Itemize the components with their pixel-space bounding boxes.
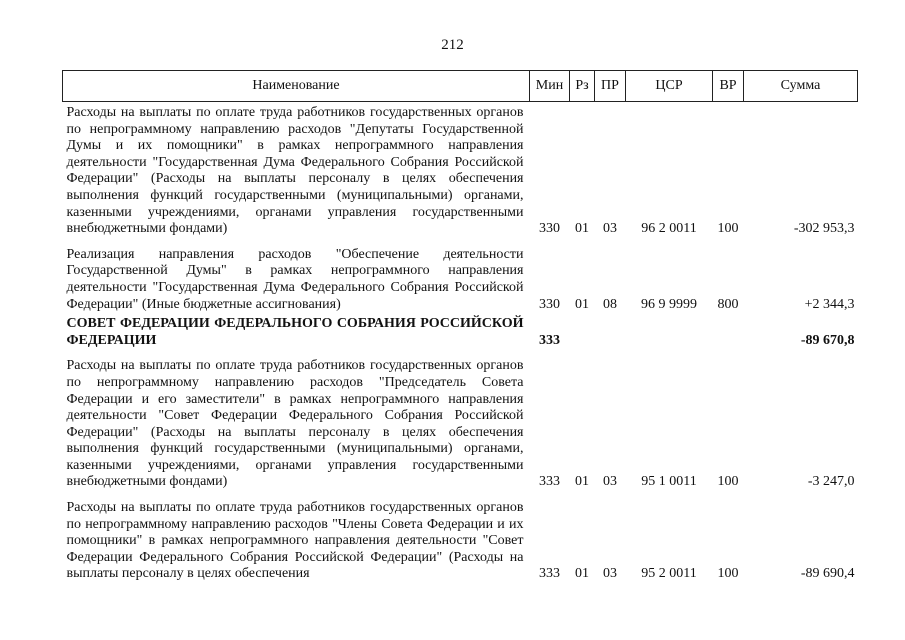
row-sum: -302 953,3 — [793, 221, 855, 237]
table-header-row — [63, 71, 858, 102]
row-pr: 03 — [603, 221, 617, 237]
row-sum: -3 247,0 — [807, 474, 855, 490]
row-rz: 01 — [575, 474, 589, 490]
row-csr — [626, 316, 713, 352]
row-vr: 800 — [717, 296, 739, 312]
row-min: 333 — [539, 332, 560, 348]
table-row — [63, 494, 858, 586]
row-vr — [713, 316, 744, 352]
row-rz — [570, 316, 595, 352]
section-title: СОВЕТ ФЕДЕРАЦИИ ФЕДЕРАЛЬНОГО СОБРАНИЯ РОССИЙСКОЙ ФЕДЕРАЦИИ — [66, 316, 524, 348]
row-min: 330 — [539, 296, 560, 312]
row-name: Расходы на выплаты по оплате труда работников государственных органов по непрограммному направлению расходов "Председатель Совета Федерации и его заместители" в рамках непрограммного направления деятельности "Совет Федерации Федерального Собрания Российской Федерации" (Расходы на выплаты персоналу в целях обеспечения выполнения функций государственными (муниципальными) органами, казенными учреждениями, органами управления государственными внебюджетными фондами) — [66, 358, 524, 490]
table-row-section — [63, 316, 858, 352]
row-vr: 100 — [717, 221, 739, 237]
row-pr: 03 — [603, 474, 617, 490]
row-min: 330 — [539, 221, 560, 237]
row-name: Расходы на выплаты по оплате труда работников государственных органов по непрограммному направлению расходов "Депутаты Государственной Думы и их помощники" в рамках непрограммного направления деятельности "Государственная Дума Федерального Собрания Российской Федерации" (Расходы на выплаты персоналу в целях обеспечения выполнения функций государственными (муниципальными) органами, казенными учреждениями, органами управления государственными внебюджетными фондами) — [66, 105, 524, 237]
row-csr: 95 2 0011 — [641, 566, 697, 582]
page-number: 212 — [441, 37, 464, 53]
budget-table — [62, 70, 858, 586]
header-name: Наименование — [63, 71, 530, 102]
header-csr: ЦСР — [626, 71, 713, 102]
table-row — [63, 241, 858, 316]
row-pr — [595, 316, 626, 352]
row-sum: -89 690,4 — [800, 566, 855, 582]
row-rz: 01 — [575, 566, 589, 582]
row-csr: 96 2 0011 — [641, 221, 697, 237]
header-min: Мин — [530, 71, 570, 102]
row-min: 333 — [539, 474, 560, 490]
row-pr: 08 — [603, 296, 617, 312]
header-sum: Сумма — [744, 71, 858, 102]
header-vr: ВР — [713, 71, 744, 102]
table-row — [63, 352, 858, 494]
row-sum: +2 344,3 — [804, 296, 855, 312]
row-vr: 100 — [717, 566, 739, 582]
row-min: 333 — [539, 566, 560, 582]
row-rz: 01 — [575, 221, 589, 237]
row-name: Расходы на выплаты по оплате труда работников государственных органов по непрограммному направлению расходов "Члены Совета Федерации и их помощники" в рамках непрограммного направления деятельности "Совет Федерации Федерального Собрания Российской Федерации" (Расходы на выплаты персоналу в целях обеспечения — [66, 500, 524, 582]
row-csr: 96 9 9999 — [641, 296, 697, 312]
row-csr: 95 1 0011 — [641, 474, 697, 490]
row-rz: 01 — [575, 296, 589, 312]
row-sum: -89 670,8 — [800, 332, 855, 348]
header-pr: ПР — [595, 71, 626, 102]
table-row — [63, 102, 858, 241]
row-pr: 03 — [603, 566, 617, 582]
row-name: Реализация направления расходов "Обеспечение деятельности Государственной Думы" в рамках непрограммного направления деятельности "Государственная Дума Федерального Собрания Российской Федерации" (Иные бюджетные ассигнования) — [66, 246, 524, 312]
row-vr: 100 — [717, 474, 739, 490]
header-rz: Рз — [570, 71, 595, 102]
